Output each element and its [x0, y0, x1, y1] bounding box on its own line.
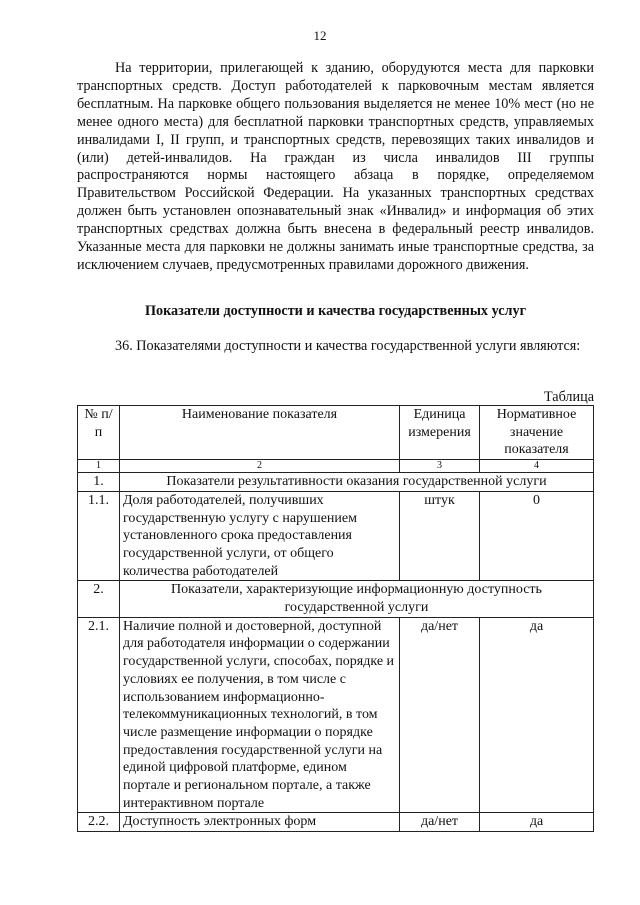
section-title: Показатели, характеризующие информационную доступность государственной услуги: [120, 581, 594, 617]
table-row: [78, 617, 594, 813]
table-caption: Таблица: [543, 389, 594, 405]
column-number-row: [78, 460, 594, 473]
indicators-table: [77, 405, 594, 832]
section-num: 1.: [78, 473, 120, 492]
row-num: 2.2.: [78, 813, 120, 832]
section-title: Показатели результативности оказания государственной услуги: [120, 473, 594, 492]
header-norm: Нормативное значение показателя: [480, 406, 594, 460]
row-norm: 0: [480, 491, 594, 581]
page-number: 12: [313, 28, 327, 43]
table-section-row: [78, 473, 594, 492]
column-number: 4: [480, 460, 594, 473]
table-header-row: [78, 406, 594, 460]
row-norm: да: [480, 617, 594, 813]
header-unit: Единица измерения: [400, 406, 480, 460]
row-name: Доступность электронных форм: [120, 813, 400, 832]
header-name: Наименование показателя: [120, 406, 400, 460]
paragraph-parking: На территории, прилегающей к зданию, оборудуются места для парковки транспортных средств. Доступ работодателей к парковочным местам является бесплатным. На парковке общего пользования выделяется не менее 10% мест (но не менее одного места) для бесплатной парковки транспортных средств, управляемых инвалидами I, II групп, и транспортных средств, перевозящих таких инвалидов и (или) детей-инвалидов. На граждан из числа инвалидов III группы распространяются нормы настоящего абзаца в порядке, определяемом Правительством Российской Федерации. На указанных транспортных средствах должен быть установлен опознавательный знак «Инвалид» и информация об этих транспортных средствах должна быть внесена в федеральный реестр инвалидов. Указанные места для парковки не должны занимать иные транспортные средства, за исключением случаев, предусмотренных правилами дорожного движения.: [77, 60, 594, 273]
table-row: [78, 491, 594, 581]
row-unit: штук: [400, 491, 480, 581]
row-unit: да/нет: [400, 813, 480, 832]
header-num: № п/п: [78, 406, 120, 460]
paragraph-indicators-intro: 36. Показателями доступности и качества государственной услуги являются:: [115, 338, 581, 354]
row-name: Доля работодателей, получивших государственную услугу с нарушением установленного срока предоставления государственной услуги, от общего количества работодателей: [120, 491, 400, 581]
row-unit: да/нет: [400, 617, 480, 813]
column-number: 2: [120, 460, 400, 473]
column-number: 3: [400, 460, 480, 473]
table-section-row: [78, 581, 594, 617]
row-num: 2.1.: [78, 617, 120, 813]
section-num: 2.: [78, 581, 120, 617]
row-num: 1.1.: [78, 491, 120, 581]
row-norm: да: [480, 813, 594, 832]
row-name: Наличие полной и достоверной, доступной для работодателя информации о содержании государственной услуги, способах, порядке и условиях ее получения, в том числе с использованием информационно-телекоммуникационных технологий, в том числе размещение информации о порядке предоставления государственной услуги на единой цифровой платформе, едином портале и региональном портале, а также интерактивном портале: [120, 617, 400, 813]
section-heading: Показатели доступности и качества государственных услуг: [144, 303, 527, 319]
column-number: 1: [78, 460, 120, 473]
table-row: [78, 813, 594, 832]
